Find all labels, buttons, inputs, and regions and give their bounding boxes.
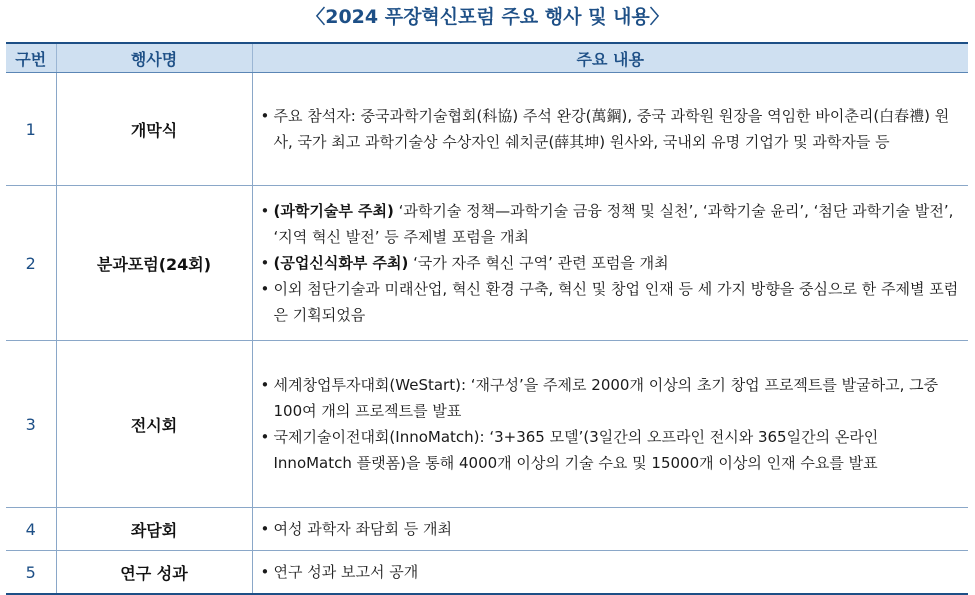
event-content — [252, 508, 968, 551]
bullet-icon: • — [260, 428, 270, 446]
bullet-icon: • — [260, 107, 270, 125]
table-row — [6, 551, 968, 595]
event-content — [252, 341, 968, 508]
event-content — [252, 186, 968, 341]
table-row — [6, 73, 968, 186]
row-number: 1 — [6, 73, 56, 186]
list-item: • 세계창업투자대회(WeStart): ‘재구성’을 주제로 2000개 이상의 초기 창업 프로젝트를 발굴하고, 그중 100여 개의 프로젝트를 발표 — [261, 372, 961, 424]
row-number: 5 — [6, 551, 56, 595]
list-item: • 연구 성과 보고서 공개 — [261, 559, 961, 585]
header-row — [6, 43, 968, 73]
bullet-icon: • — [260, 254, 270, 272]
table-title: 〈2024 푸장혁신포럼 주요 행사 및 내용〉 — [306, 6, 669, 28]
events-table — [6, 42, 968, 595]
bullet-icon: • — [260, 376, 270, 394]
header-no: 구번 — [6, 43, 56, 73]
table-row — [6, 186, 968, 341]
bullet-icon: • — [260, 520, 270, 538]
table-row — [6, 508, 968, 551]
bullet-icon: • — [260, 202, 270, 220]
event-name: 개막식 — [56, 73, 252, 186]
list-item: • (과학기술부 주최) ‘과학기술 정책—과학기술 금융 정책 및 실천’, ‘과학기술 윤리’, ‘첨단 과학기술 발전’, ‘지역 혁신 발전’ 등 주제별 포럼을 개최 — [261, 198, 961, 250]
header-content: 주요 내용 — [252, 43, 968, 73]
list-item: • 국제기술이전대회(InnoMatch): ‘3+365 모델’(3일간의 오프라인 전시와 365일간의 온라인 InnoMatch 플랫폼)을 통해 4000개 이상의 기술 수요 및 15000개 이상의 인재 수요를 발표 — [261, 424, 961, 476]
row-number: 3 — [6, 341, 56, 508]
event-name: 분과포럼(24회) — [56, 186, 252, 341]
bullet-icon: • — [260, 563, 270, 581]
list-item: • (공업신식화부 주최) ‘국가 자주 혁신 구역’ 관련 포럼을 개최 — [261, 250, 961, 276]
event-name: 전시회 — [56, 341, 252, 508]
header-name: 행사명 — [56, 43, 252, 73]
event-name: 좌담회 — [56, 508, 252, 551]
list-item: • 이외 첨단기술과 미래산업, 혁신 환경 구축, 혁신 및 창업 인재 등 세 가지 방향을 중심으로 한 주제별 포럼은 기획되었음 — [261, 276, 961, 328]
row-number: 2 — [6, 186, 56, 341]
row-number: 4 — [6, 508, 56, 551]
event-content — [252, 73, 968, 186]
list-item: • 주요 참석자: 중국과학기술협회(科協) 주석 완강(萬鋼), 중국 과학원 원장을 역임한 바이춘리(白春禮) 원사, 국가 최고 과학기술상 수상자인 쉐치쿤(薛其坤) 원사와, 국내외 유명 기업가 및 과학자들 등 — [261, 103, 961, 155]
event-content — [252, 551, 968, 595]
list-item: • 여성 과학자 좌담회 등 개최 — [261, 516, 961, 542]
event-name: 연구 성과 — [56, 551, 252, 595]
bullet-icon: • — [260, 280, 270, 298]
table-row — [6, 341, 968, 508]
